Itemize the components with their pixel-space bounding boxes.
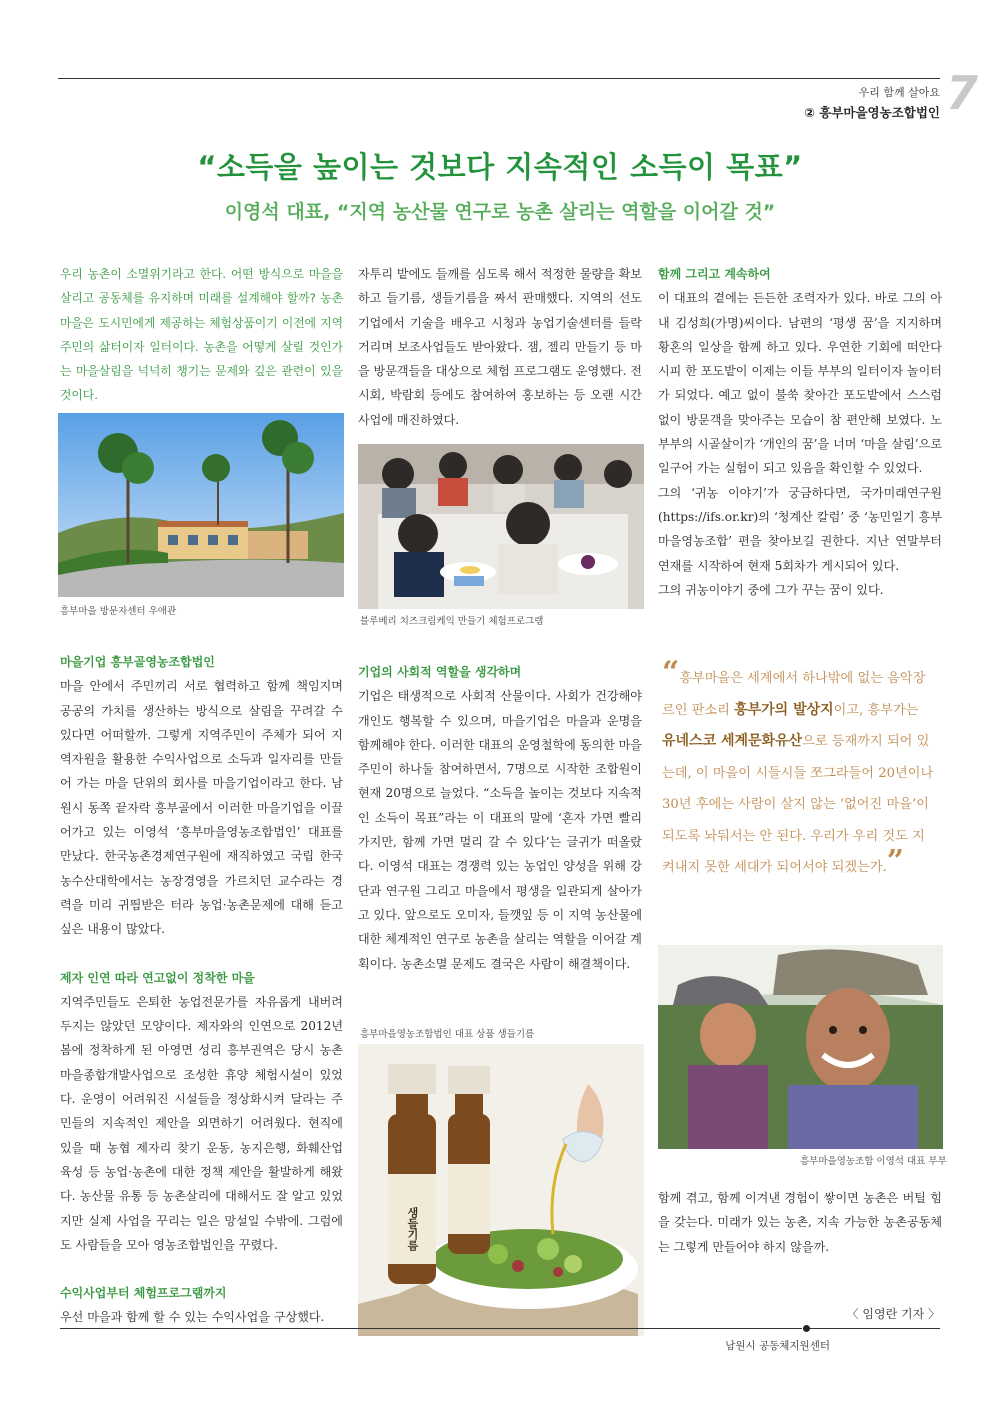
quote-highlight: 유네스코 세계문화유산: [662, 733, 803, 749]
column-2-body: [358, 660, 642, 976]
couple-portrait-photo: [658, 945, 943, 1149]
footer-rule-left: [60, 1328, 802, 1329]
footer-rule-right: [810, 1328, 940, 1329]
body-paragraph: 함께 겪고, 함께 이겨낸 경험이 쌓이면 농촌은 버틸 힘을 갖는다. 미래가 있는 농촌, 지속 가능한 농촌공동체는 그렇게 만들어야 하지 않을까.: [658, 1191, 942, 1254]
quote-highlight: 흥부가의 발상지: [734, 701, 834, 718]
column-2: [358, 262, 642, 432]
header-kicker: 우리 함께 살아요: [858, 86, 940, 99]
pull-quote: [662, 655, 934, 884]
subtitle-social-role: 기업의 사회적 역할을 생각하며: [358, 665, 522, 679]
footer-publisher: 남원시 공동체지원센터: [725, 1340, 830, 1352]
body-paragraph: 그의 ‘귀농 이야기’가 궁금하다면, 국가미래연구원(https://ifs.or.kr)의 ‘청계산 칼럼’ 중 ‘농민일기 흥부마을영농조합’ 편을 찾아보길 권한다. 지난 연말부터 연재를 시작하여 현재 5회차가 게시되어 있다.: [658, 485, 942, 573]
cake-workshop-photo: [358, 444, 644, 609]
column-1: [60, 262, 343, 408]
body-paragraph: 기업은 태생적으로 사회적 산물이다. 사회가 건강해야 개인도 행복할 수 있으며, 마을기업은 마을과 운명을 함께해야 한다. 이러한 대표의 운영철학에 동의한 마을주민이 하나둘 참여하면서, 7명으로 시작한 조합원이 현재 20명으로 늘었다. “소득을 높이는 것보다 지속적인 소득이 목표”라는 이 대표의 말에 ‘혼자 가면 빨리 가지만, 함께 가면 멀리 갈 수 있다’는 글귀가 떠올랐다. 이영석 대표는 경쟁력 있는 농업인 양성을 위해 강단과 연구원 그리고 마을에서 평생을 일관되게 살아가고 있다. 앞으로도 오미자, 들깻잎 등 이 지역 농산물에 대한 체계적인 연구로 농촌을 살리는 역할을 이어갈 계획이다. 농촌소멸 문제도 결국은 사람이 해결책이다.: [358, 689, 642, 971]
page-number: 7: [946, 66, 979, 120]
lead-paragraph: 우리 농촌이 소멸위기라고 한다. 어떤 방식으로 마을을 살리고 공동체를 유지하며 미래를 설계해야 할까? 농촌마을은 도시민에게 제공하는 체험상품이기 이전에 지역주민의 삶터이자 일터이다. 농촌을 어떻게 살릴 것인가는 마을살림을 넉넉히 챙기는 문제와 깊은 관련이 있을 것이다.: [60, 267, 343, 403]
subtitle-settlement: 제자 인연 따라 연고없이 정착한 마을: [60, 970, 255, 985]
subtitle-village-enterprise: 마을기업 흥부골영농조합법인: [60, 655, 215, 669]
body-paragraph: 자투리 밭에도 들깨를 심도록 해서 적정한 물량을 확보하고 들기름, 생들기름을 짜서 판매했다. 지역의 선도기업에서 기술을 배우고 시청과 농업기술센터를 들락거리며 보조사업들도 받아왔다. 잼, 젤리 만들기 등 마을 방문객들을 대상으로 체험 프로그램도 운영했다. 전시회, 박람회 등에도 참여하여 홍보하는 등 오랜 시간 사업에 매진하였다.: [358, 267, 642, 427]
open-quote-icon: “: [662, 655, 680, 690]
column-3-closing: [658, 1186, 942, 1259]
header-section: ② 흥부마을영농조합법인: [804, 105, 940, 120]
column-1-body: [60, 650, 343, 1330]
body-paragraph: 우선 마을과 함께 할 수 있는 수익사업을 구상했다.: [60, 1310, 325, 1325]
body-paragraph: 마을 안에서 주민끼리 서로 협력하고 함께 책임지며 공공의 가치를 생산하는 방식으로 살림을 꾸려갈 수 있다면 어떠할까. 그렇게 지역주민이 주체가 되어 지역자원을 활용한 수익사업으로 소득과 일자리를 만들어 가는 마을 단위의 회사를 마을기업이라고 한다. 남원시 동쪽 끝자락 흥부골에서 이러한 마을기업을 이끌어가고 있는 이영석 ‘흥부마을영농조합법인’ 대표를 만났다. 한국농촌경제연구원에 재직하였고 국립 한국농수산대학에서는 농장경영을 가르치던 교수라는 경력을 미리 귀띔받은 터라 농업·농촌문제에 대해 듣고 싶은 내용이 많았다.: [60, 679, 343, 937]
bottle-label: 생들기름: [406, 1207, 419, 1251]
body-paragraph: 이 대표의 곁에는 든든한 조력자가 있다. 바로 그의 아내 김성희(가명)씨이다. 남편의 ‘평생 꿈’을 지지하며 황혼의 일상을 함께 하고 있다. 우연한 기회에 떠안다시피 한 포도밭이 이제는 이들 부부의 일터이자 놀이터가 되었다. 예고 없이 불쑥 찾아간 포도밭에서 스스럼없이 방문객을 맞아주는 모습이 참 편안해 보였다. 노 부부의 시골살이가 ‘개인의 꿈’을 너머 ‘마을 살림’으로 일구어 가는 실험이 되고 있음을 확인할 수 있었다.: [658, 291, 942, 476]
column-3: [658, 262, 942, 602]
byline: 〈 임영란 기자 〉: [846, 1307, 940, 1321]
photo-caption-visitor-center: 흥부마을 방문자센터 우애관: [60, 606, 177, 617]
body-paragraph: 그의 귀농이야기 중에 그가 꾸는 꿈이 있다.: [658, 582, 884, 597]
photo-caption-perilla-oil: 흥부마을영농조합법인 대표 상품 생들기름: [360, 1029, 535, 1040]
header-rule: [58, 78, 940, 79]
quote-text: 으로 등재까지 되어 있는데, 이 마을이 시들시들 쪼그라들어 20년이나 30년 후에는 사람이 살지 않는 ‘없어진 마을’이 되도록 놔둬서는 안 된다. 우리가 우리 것도 지켜내지 못한 세대가 되어서야 되겠는가.: [662, 734, 934, 875]
perilla-oil-product-photo: [358, 1044, 644, 1336]
visitor-center-photo: [58, 413, 344, 597]
subheadline: 이영석 대표, “지역 농산물 연구로 농촌 살리는 역할을 이어갈 것”: [224, 201, 776, 223]
quote-text: 이고, 흥부가는: [833, 702, 919, 718]
subtitle-revenue-business: 수익사업부터 체험프로그램까지: [60, 1286, 227, 1301]
photo-caption-couple: 흥부마을영농조합 이영석 대표 부부: [800, 1156, 947, 1167]
close-quote-icon: ”: [886, 844, 905, 879]
body-paragraph: 지역주민들도 은퇴한 농업전문가를 자유롭게 내버려두지는 않았던 모양이다. 제자와의 인연으로 2012년 봄에 정착하게 된 아영면 성리 흥부권역은 당시 농촌마을종합개발사업으로 조성한 휴양 체험시설이 있었다. 운영이 어려워진 시설들을 정상화시켜 달라는 주민들의 지속적인 제안을 외면하기 어려웠다. 현직에 있을 때 농협 제자리 찾기 운동, 농지은행, 화훼산업 육성 등 농업·농촌에 대한 정책 제안을 활발하게 해왔다. 농산물 유통 등 농촌살리에 대해서도 잘 알고 있었지만 실제 사업을 꾸리는 일은 망설일 수밖에. 그럼에도 사람들을 모아 영농조합법인을 꾸렸다.: [60, 994, 343, 1252]
footer-dot-icon: [803, 1325, 810, 1332]
photo-caption-cake-workshop: 블루베리 치즈크림케익 만들기 체험프로그램: [360, 616, 544, 627]
headline: “소득을 높이는 것보다 지속적인 소득이 목표”: [197, 150, 803, 184]
quote-text: 흥부마을은 세계에서 하나밖에 없는 음악장르인 판소리: [662, 671, 926, 718]
subtitle-together: 함께 그리고 계속하여: [658, 267, 771, 281]
